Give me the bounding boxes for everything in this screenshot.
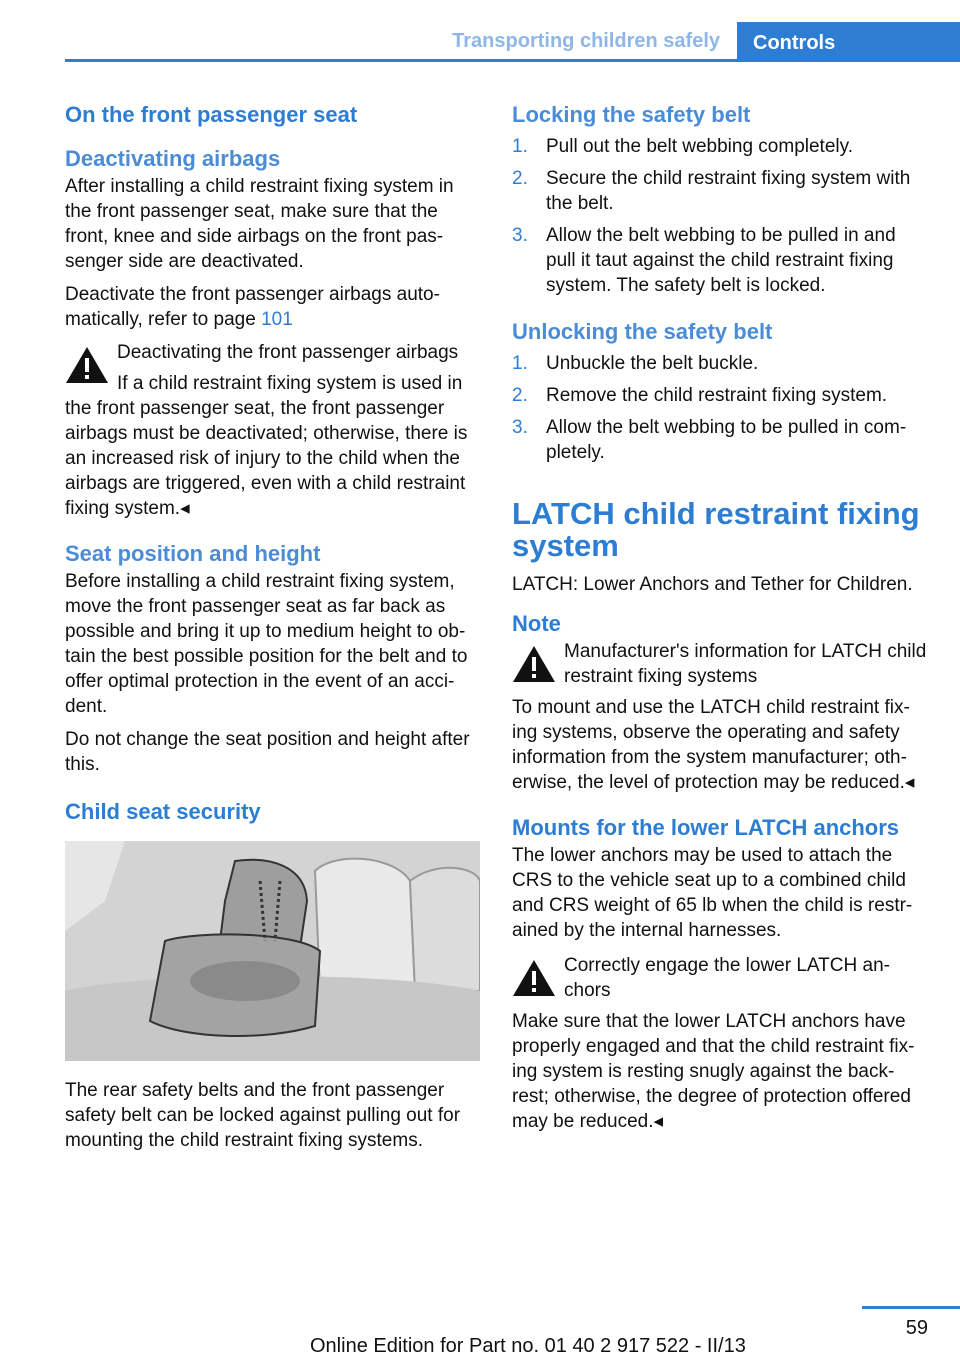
footer-rule bbox=[862, 1306, 960, 1309]
step-number: 2. bbox=[512, 168, 528, 189]
heading-seat-position: Seat position and height bbox=[65, 541, 321, 566]
page-header bbox=[0, 0, 960, 62]
warning-body-text: To mount and use the LATCH child restraint fix-ing systems, observe the operating and safety information from the system manufacturer; oth-erwise, the level of protection may be reduced.◂ bbox=[512, 697, 915, 793]
step-number: 3. bbox=[512, 225, 528, 246]
header-rule bbox=[65, 59, 960, 62]
warning-body-text: If a child restraint fixing system is used in the front passenger seat, the front passenger airbags must be deactivated; otherwise, there is an increased risk of injury to the child when the airbags are triggered, even with a child restraint fixing system.◂ bbox=[65, 373, 468, 519]
footer-edition: Online Edition for Part no. 01 40 2 917 522 - II/13 bbox=[310, 1335, 746, 1357]
warning-icon bbox=[512, 959, 556, 997]
warning-body-text: Make sure that the lower LATCH anchors have properly engaged and that the child restraint fix-ing system is resting snugly against the back-rest; otherwise, the degree of protection offered may be reduced.◂ bbox=[512, 1011, 915, 1132]
warning-icon bbox=[65, 346, 109, 384]
paragraph-latch-definition: LATCH: Lower Anchors and Tether for Children. bbox=[512, 574, 913, 595]
step-number: 1. bbox=[512, 136, 528, 157]
child-seat-illustration bbox=[65, 841, 480, 1061]
step-text: Secure the child restraint fixing system with the belt. bbox=[546, 168, 911, 214]
warning-latch-manufacturer bbox=[512, 639, 930, 689]
paragraph-seat-position-2: Do not change the seat position and height after this. bbox=[65, 729, 470, 775]
paragraph-after-installing: After installing a child restraint fixing system in the front passenger seat, make sure that the front, knee and side airbags on the front pas-senger side are deactivated. bbox=[65, 176, 454, 272]
left-column bbox=[65, 100, 480, 1153]
step-number: 3. bbox=[512, 417, 528, 438]
step-text: Remove the child restraint fixing system. bbox=[546, 385, 888, 406]
page-number: 59 bbox=[905, 1317, 928, 1339]
heading-latch-system: LATCH child restraint fixing system bbox=[512, 496, 920, 563]
warning-title-text: Manufacturer's information for LATCH child restraint fixing systems bbox=[564, 641, 927, 687]
locking-step bbox=[512, 134, 930, 159]
heading-note: Note bbox=[512, 611, 561, 636]
unlocking-step bbox=[512, 415, 930, 465]
warning-title-text: Deactivating the front passenger airbags bbox=[117, 342, 459, 363]
heading-mounts-lower-anchors: Mounts for the lower LATCH anchors bbox=[512, 815, 900, 840]
step-number: 1. bbox=[512, 353, 528, 374]
step-text: Allow the belt webbing to be pulled in and pull it taut against the child restraint fixing system. The safety belt is locked. bbox=[546, 225, 896, 296]
heading-locking-safety-belt: Locking the safety belt bbox=[512, 102, 751, 127]
header-section-title: Transporting children safely bbox=[452, 30, 720, 52]
locking-step bbox=[512, 166, 930, 216]
page-link-101[interactable]: 101 bbox=[261, 309, 293, 330]
heading-child-seat-security: Child seat security bbox=[65, 799, 261, 824]
heading-deactivating-airbags: Deactivating airbags bbox=[65, 146, 281, 171]
locking-steps-list bbox=[512, 134, 930, 298]
reference-text: Deactivate the front passenger airbags auto-matically, refer to page bbox=[65, 284, 440, 330]
right-column bbox=[512, 100, 930, 1134]
warning-title-text: Correctly engage the lower LATCH an-chors bbox=[564, 955, 890, 1001]
warning-latch-engage bbox=[512, 953, 930, 1003]
unlocking-steps-list bbox=[512, 351, 930, 465]
heading-front-passenger-seat: On the front passenger seat bbox=[65, 102, 358, 127]
paragraph-seat-position-1: Before installing a child restraint fixing system, move the front passenger seat as far back as possible and bring it up to medium height to ob-tain the best possible position for the belt and to offer optimal protection in the event of an acci-dent. bbox=[65, 571, 468, 717]
warning-front-airbags bbox=[65, 340, 480, 365]
heading-unlocking-safety-belt: Unlocking the safety belt bbox=[512, 319, 773, 344]
paragraph-mounts: The lower anchors may be used to attach the CRS to the vehicle seat up to a combined child and CRS weight of 65 lb when the child is restr-ained by the internal harnesses. bbox=[512, 845, 913, 941]
step-text: Allow the belt webbing to be pulled in com-pletely. bbox=[546, 417, 907, 463]
warning-icon bbox=[512, 645, 556, 683]
step-text: Unbuckle the belt buckle. bbox=[546, 353, 759, 374]
locking-step bbox=[512, 223, 930, 298]
step-number: 2. bbox=[512, 385, 528, 406]
step-text: Pull out the belt webbing completely. bbox=[546, 136, 853, 157]
unlocking-step bbox=[512, 351, 930, 376]
paragraph-rear-safety-belts: The rear safety belts and the front passenger safety belt can be locked against pulling out for mounting the child restraint fixing systems. bbox=[65, 1080, 461, 1151]
unlocking-step bbox=[512, 383, 930, 408]
paragraph-deactivate-reference bbox=[65, 282, 480, 332]
header-chapter-tab: Controls bbox=[737, 22, 960, 62]
